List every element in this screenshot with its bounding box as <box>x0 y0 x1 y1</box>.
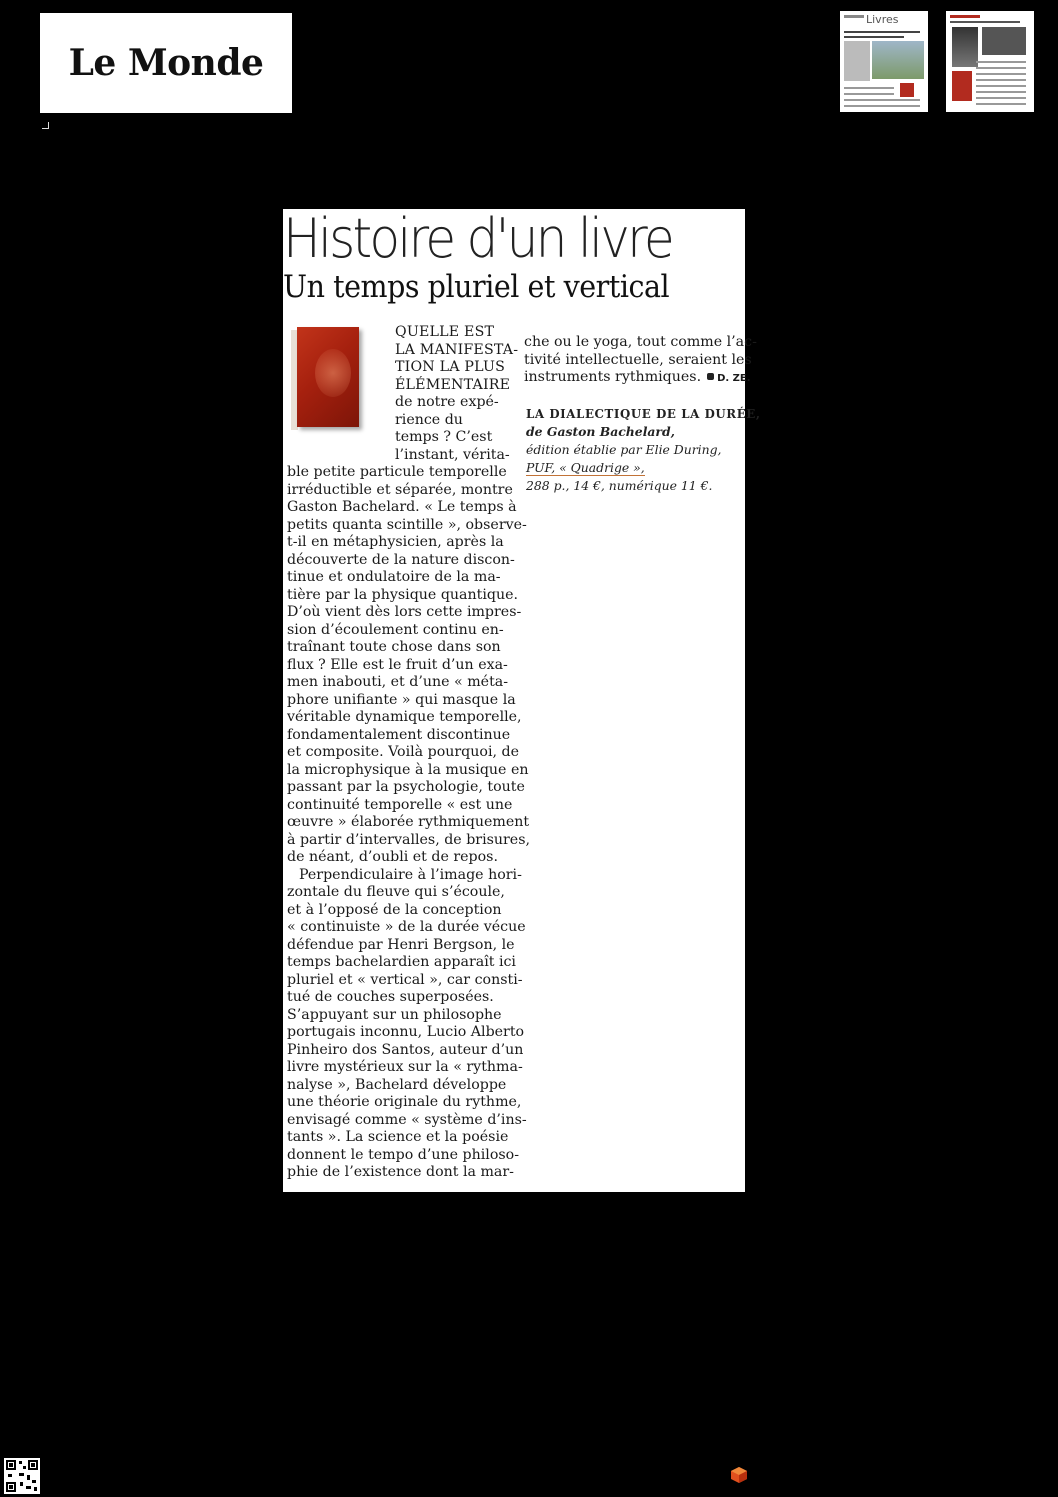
le-monde-logo[interactable] <box>40 13 292 113</box>
text-line: rience du <box>395 411 463 428</box>
text-line: temps ? C’est <box>395 429 493 445</box>
text-line: « continuiste » de la durée vécue <box>287 919 526 935</box>
article-headline: Un temps pluriel et vertical <box>283 269 670 305</box>
article-column-1 <box>287 464 530 1182</box>
text-line: zontale du fleuve qui s’écoule, <box>287 884 505 900</box>
page-thumbnail-livres[interactable] <box>840 11 928 112</box>
text-line: défendue par Henri Bergson, le <box>287 936 515 953</box>
text-line: de notre expé- <box>395 394 499 410</box>
text-line: passant par la psychologie, toute <box>287 779 525 795</box>
page-thumbnail-article[interactable] <box>946 11 1034 112</box>
text-line: temps bachelardien apparaît ici <box>287 954 516 970</box>
text-line: phore unifiante » qui masque la <box>287 691 516 708</box>
article-clipping <box>283 207 761 1192</box>
text-line: tière par la physique quantique. <box>287 586 519 603</box>
text-fragment: instruments rythmiques. <box>524 369 702 385</box>
text-line: donnent le tempo d’une philoso- <box>287 1146 519 1163</box>
text-line: œuvre » élaborée rythmiquement <box>287 814 530 830</box>
text-line: découverte de la nature discon- <box>287 551 515 568</box>
text-line: l’instant, vérita- <box>395 446 510 463</box>
text-line: une théorie originale du rythme, <box>287 1094 522 1110</box>
book-reference <box>526 405 761 495</box>
thumbnail-label: Livres <box>866 13 899 26</box>
text-line: portugais inconnu, Lucio Alberto <box>287 1024 525 1040</box>
text-line: continuité temporelle « est une <box>287 796 513 813</box>
text-line: LA MANIFESTA- <box>395 341 519 358</box>
text-line: nalyse », Bachelard développe <box>287 1076 507 1093</box>
corner-mark-icon <box>42 122 49 129</box>
text-line: de néant, d’oubli et de repos. <box>287 849 498 865</box>
text-line: phie de l’existence dont la mar- <box>287 1164 514 1180</box>
text-line: tivité intellectuelle, seraient les <box>524 351 752 368</box>
text-line: QUELLE EST <box>395 324 495 340</box>
publisher-cube-icon <box>730 1466 748 1484</box>
text-line: petits quanta scintille », observe- <box>287 516 527 533</box>
text-line: sion d’écoulement continu en- <box>287 621 504 638</box>
text-line: pluriel et « vertical », car consti- <box>287 971 523 988</box>
book-publisher <box>526 459 761 477</box>
text-line: et à l’opposé de la conception <box>287 901 502 918</box>
qr-code-icon <box>4 1458 40 1494</box>
book-author: de Gaston Bachelard, <box>526 424 675 439</box>
text-line: D’où vient dès lors cette impres- <box>287 604 522 620</box>
text-line: véritable dynamique temporelle, <box>287 709 522 725</box>
text-line: tué de couches superposées. <box>287 989 494 1005</box>
end-mark-icon <box>707 373 714 380</box>
text-line: traînant toute chose dans son <box>287 639 501 655</box>
text-line: men inabouti, et d’une « méta- <box>287 674 509 690</box>
text-line: livre mystérieux sur la « rythma- <box>287 1059 523 1075</box>
text-line: fondamentalement discontinue <box>287 726 511 743</box>
text-line: la microphysique à la musique en <box>287 761 529 778</box>
text-line: envisagé comme « système d’ins- <box>287 1111 527 1128</box>
text-line: irréductible et séparée, montre <box>287 481 513 498</box>
text-line: Pinheiro dos Santos, auteur d’un <box>287 1041 524 1058</box>
text-line: tinue et ondulatoire de la ma- <box>287 569 501 585</box>
book-editor: édition établie par Elie During, <box>526 442 722 457</box>
text-line: ÉLÉMENTAIRE <box>395 376 511 393</box>
text-line: che ou le yoga, tout comme l’ac- <box>524 334 757 350</box>
text-line: ble petite particule temporelle <box>287 464 507 480</box>
author-signature: D. ZE. <box>717 373 751 384</box>
text-line: à partir d’intervalles, de brisures, <box>287 831 530 848</box>
book-title: LA DIALECTIQUE DE LA DURÉE, <box>526 407 761 421</box>
text-line: S’appuyant sur un philosophe <box>287 1006 502 1023</box>
text-line: et composite. Voilà pourquoi, de <box>287 744 519 760</box>
text-line: flux ? Elle est le fruit d’un exa- <box>287 656 508 673</box>
text-line: t-il en métaphysicien, après la <box>287 534 504 550</box>
article-kicker: Histoire d'un livre <box>283 207 673 270</box>
text-line-last <box>524 369 757 388</box>
text-line: Gaston Bachelard. « Le temps à <box>287 499 517 515</box>
article-column-1-top <box>395 324 518 464</box>
book-cover-image <box>291 327 367 433</box>
logo-text: Le Monde <box>68 42 264 84</box>
text-line: tants ». La science et la poésie <box>287 1129 509 1145</box>
text-line: Perpendiculaire à l’image hori- <box>299 866 522 883</box>
book-details: 288 p., 14 €, numérique 11 €. <box>526 478 713 493</box>
article-column-2 <box>524 334 757 388</box>
book-publisher-text: PUF, « Quadrige », <box>526 460 645 475</box>
text-line: TION LA PLUS <box>395 359 506 375</box>
